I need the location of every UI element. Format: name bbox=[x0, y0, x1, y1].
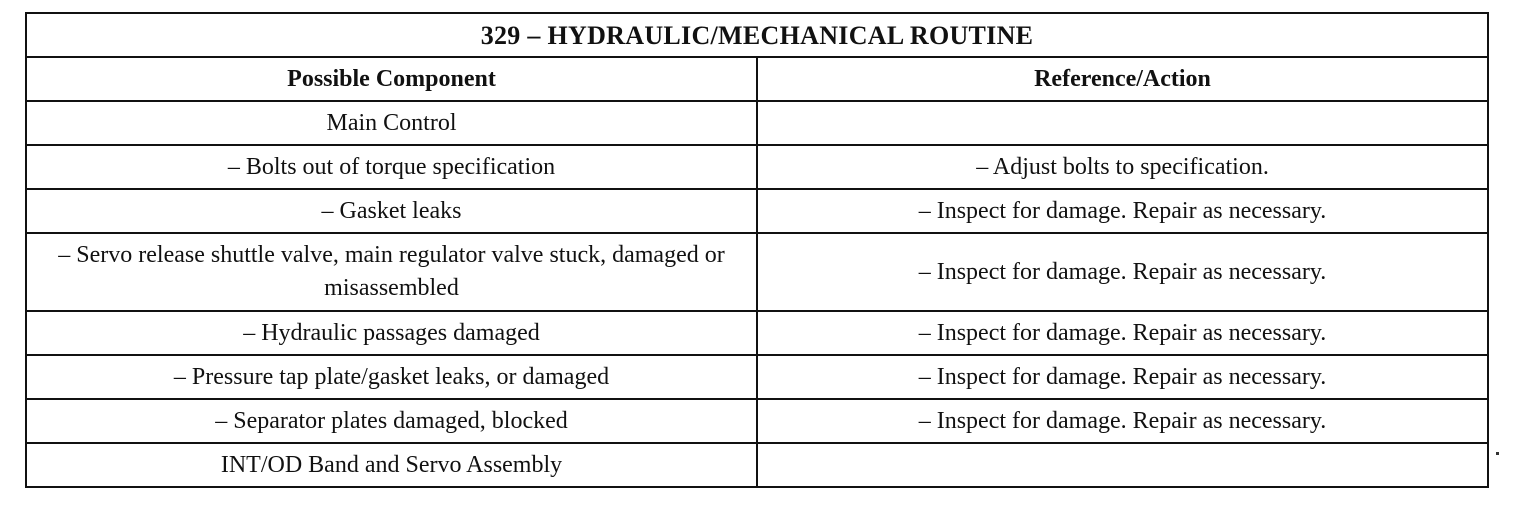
table-row bbox=[26, 101, 1488, 145]
table-row bbox=[26, 311, 1488, 355]
table-row bbox=[26, 443, 1488, 487]
component-cell: – Hydraulic passages damaged bbox=[26, 311, 757, 355]
table-row bbox=[26, 399, 1488, 443]
scan-speck bbox=[1496, 452, 1499, 455]
action-cell bbox=[757, 101, 1488, 145]
action-cell: – Inspect for damage. Repair as necessary. bbox=[757, 399, 1488, 443]
component-cell: INT/OD Band and Servo Assembly bbox=[26, 443, 757, 487]
component-cell: Main Control bbox=[26, 101, 757, 145]
action-cell: – Inspect for damage. Repair as necessary. bbox=[757, 233, 1488, 311]
component-cell: – Bolts out of torque specification bbox=[26, 145, 757, 189]
component-cell: – Gasket leaks bbox=[26, 189, 757, 233]
column-header-component: Possible Component bbox=[26, 57, 757, 101]
action-cell: – Inspect for damage. Repair as necessary. bbox=[757, 189, 1488, 233]
routine-table bbox=[25, 12, 1489, 488]
action-cell: – Adjust bolts to specification. bbox=[757, 145, 1488, 189]
component-cell: – Servo release shuttle valve, main regulator valve stuck, damaged or misassembled bbox=[26, 233, 757, 311]
component-cell: – Separator plates damaged, blocked bbox=[26, 399, 757, 443]
action-cell bbox=[757, 443, 1488, 487]
action-cell: – Inspect for damage. Repair as necessary. bbox=[757, 311, 1488, 355]
table-title-row bbox=[26, 13, 1488, 57]
table-title: 329 – HYDRAULIC/MECHANICAL ROUTINE bbox=[26, 13, 1488, 57]
action-cell: – Inspect for damage. Repair as necessary. bbox=[757, 355, 1488, 399]
table-row bbox=[26, 233, 1488, 311]
table-header-row bbox=[26, 57, 1488, 101]
table-row bbox=[26, 189, 1488, 233]
table-row bbox=[26, 145, 1488, 189]
table-row bbox=[26, 355, 1488, 399]
component-cell: – Pressure tap plate/gasket leaks, or damaged bbox=[26, 355, 757, 399]
column-header-action: Reference/Action bbox=[757, 57, 1488, 101]
